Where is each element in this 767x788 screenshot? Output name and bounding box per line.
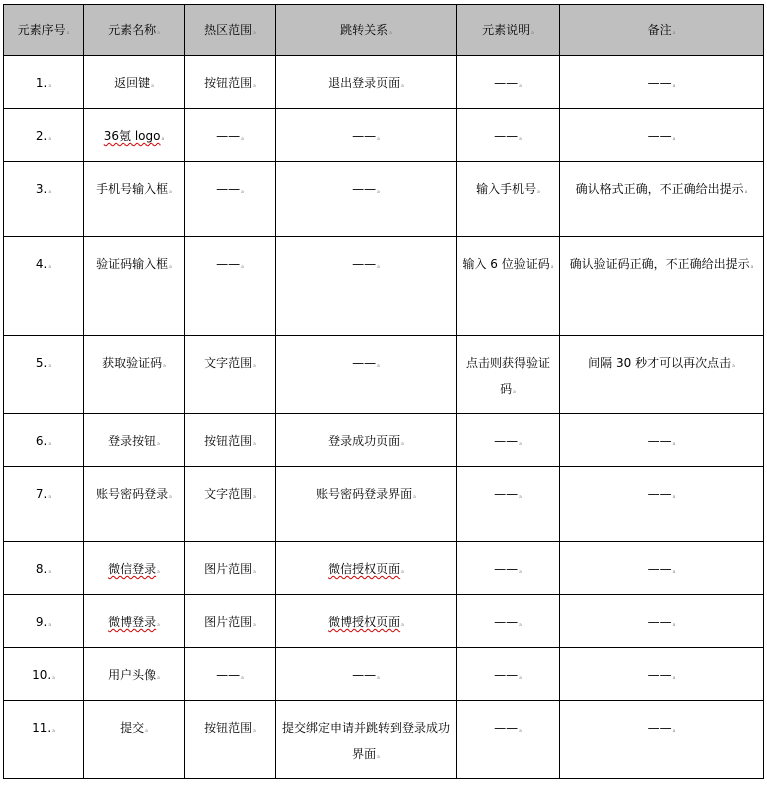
jump-cell <box>276 648 457 701</box>
paragraph-mark: ₐ <box>157 567 160 575</box>
hotspot-cell <box>185 336 276 414</box>
element-name-cell <box>84 162 185 237</box>
row-number-cell <box>4 648 84 701</box>
element-name-cell <box>84 56 185 109</box>
paragraph-mark: ₐ <box>48 81 52 89</box>
cell-text: 微信授权页面 <box>328 562 401 576</box>
hotspot-cell <box>185 701 276 779</box>
paragraph-mark: ₐ <box>52 726 55 734</box>
cell-text: 微博授权页面 <box>328 615 401 629</box>
paragraph-mark: ₐ <box>519 620 522 628</box>
note-cell <box>560 701 764 779</box>
paragraph-mark: ₐ <box>157 439 160 447</box>
paragraph-mark: ₐ <box>401 567 404 575</box>
paragraph-mark: ₐ <box>401 620 404 628</box>
cell-text: —— <box>352 182 377 196</box>
paragraph-mark: ₐ <box>52 673 55 681</box>
row-number-cell <box>4 414 84 467</box>
paragraph-mark: ₐ <box>253 567 256 575</box>
paragraph-mark: ₐ <box>253 492 256 500</box>
description-cell <box>457 648 560 701</box>
paragraph-mark: ₐ <box>519 567 522 575</box>
hotspot-cell <box>185 414 276 467</box>
note-cell <box>560 162 764 237</box>
cell-text: 获取验证码 <box>102 356 163 370</box>
paragraph-mark: ₐ <box>744 187 748 195</box>
cell-text: —— <box>647 668 672 682</box>
note-cell <box>560 109 764 162</box>
note-cell <box>560 336 764 414</box>
cell-text: —— <box>352 668 377 682</box>
cell-text: —— <box>647 562 672 576</box>
note-cell <box>560 648 764 701</box>
paragraph-mark: ₐ <box>241 187 244 195</box>
document-page <box>3 4 764 779</box>
table-row <box>4 109 764 162</box>
description-cell <box>457 109 560 162</box>
paragraph-mark: ₐ <box>672 673 676 681</box>
cell-text: 6. <box>35 434 48 448</box>
paragraph-mark: ₐ <box>672 726 676 734</box>
paragraph-mark: ₐ <box>672 439 676 447</box>
cell-text: —— <box>352 129 377 143</box>
table-row <box>4 336 764 414</box>
table-row <box>4 467 764 542</box>
hotspot-cell <box>185 237 276 336</box>
jump-cell <box>276 237 457 336</box>
paragraph-mark: ₐ <box>519 726 522 734</box>
paragraph-mark: ₐ <box>48 567 52 575</box>
header-cell: 元素说明ₐ <box>457 5 560 56</box>
cell-text: 图片范围 <box>204 615 253 629</box>
jump-cell <box>276 701 457 779</box>
hotspot-cell <box>185 648 276 701</box>
row-number-cell <box>4 701 84 779</box>
jump-cell <box>276 467 457 542</box>
row-number-cell <box>4 467 84 542</box>
cell-text: 用户头像 <box>108 668 157 682</box>
header-cell: 热区范围ₐ <box>185 5 276 56</box>
cell-text: 返回键 <box>114 76 151 90</box>
description-cell <box>457 56 560 109</box>
paragraph-mark: ₐ <box>377 187 380 195</box>
cell-text: 1. <box>35 76 48 90</box>
cell-text: —— <box>647 721 672 735</box>
cell-text: —— <box>352 356 377 370</box>
paragraph-mark: ₐ <box>401 439 404 447</box>
cell-text: 36氪 logo <box>103 129 161 143</box>
cell-text: —— <box>494 129 519 143</box>
cell-text: 9. <box>35 615 48 629</box>
note-cell <box>560 56 764 109</box>
cell-text: 按钮范围 <box>204 434 253 448</box>
cell-text: —— <box>494 562 519 576</box>
hotspot-cell <box>185 542 276 595</box>
note-cell <box>560 467 764 542</box>
paragraph-mark: ₐ <box>537 187 540 195</box>
element-name-cell <box>84 237 185 336</box>
cell-text: —— <box>494 434 519 448</box>
cell-text: —— <box>647 76 672 90</box>
table-row <box>4 701 764 779</box>
row-number-cell <box>4 162 84 237</box>
paragraph-mark: ₐ <box>672 567 676 575</box>
table-row <box>4 162 764 237</box>
cell-text: 输入 6 位验证码 <box>462 257 550 271</box>
cell-text: —— <box>216 129 241 143</box>
cell-text: —— <box>494 615 519 629</box>
table-header-row <box>4 5 764 56</box>
cell-text: 11. <box>32 721 52 735</box>
element-name-cell <box>84 542 185 595</box>
paragraph-mark: ₐ <box>253 726 256 734</box>
paragraph-mark: ₐ <box>163 361 166 369</box>
hotspot-cell <box>185 467 276 542</box>
paragraph-mark: ₐ <box>48 262 52 270</box>
paragraph-mark: ₐ <box>377 673 380 681</box>
cell-text: 2. <box>35 129 48 143</box>
paragraph-mark: ₐ <box>519 81 522 89</box>
table-row <box>4 648 764 701</box>
note-cell <box>560 414 764 467</box>
cell-text: —— <box>216 668 241 682</box>
cell-text: 登录成功页面 <box>328 434 401 448</box>
cell-text: 10. <box>32 668 52 682</box>
paragraph-mark: ₐ <box>157 620 160 628</box>
cell-text: 8. <box>35 562 48 576</box>
header-cell: 元素名称ₐ <box>84 5 185 56</box>
header-cell: 元素序号ₐ <box>4 5 84 56</box>
cell-text: —— <box>352 257 377 271</box>
paragraph-mark: ₐ <box>377 752 380 760</box>
paragraph-mark: ₐ <box>519 134 522 142</box>
description-cell <box>457 595 560 648</box>
paragraph-mark: ₐ <box>241 134 244 142</box>
paragraph-mark: ₐ <box>48 620 52 628</box>
jump-cell <box>276 56 457 109</box>
paragraph-mark: ₐ <box>145 726 148 734</box>
paragraph-mark: ₐ <box>253 439 256 447</box>
jump-cell <box>276 414 457 467</box>
cell-text: 提交绑定申请并跳转到登录成功界面 <box>281 721 450 761</box>
cell-text: —— <box>647 129 672 143</box>
note-cell <box>560 237 764 336</box>
paragraph-mark: ₐ <box>157 673 160 681</box>
paragraph-mark: ₐ <box>151 81 154 89</box>
paragraph-mark: ₐ <box>413 492 416 500</box>
description-cell <box>457 237 560 336</box>
element-name-cell <box>84 467 185 542</box>
cell-text: 7. <box>35 487 48 501</box>
paragraph-mark: ₐ <box>169 492 172 500</box>
paragraph-mark: ₐ <box>253 361 256 369</box>
paragraph-mark: ₐ <box>513 387 516 395</box>
paragraph-mark: ₐ <box>519 492 522 500</box>
hotspot-cell <box>185 109 276 162</box>
description-cell <box>457 542 560 595</box>
cell-text: 微信登录 <box>108 562 157 576</box>
row-number-cell <box>4 542 84 595</box>
paragraph-mark: ₐ <box>48 187 52 195</box>
cell-text: —— <box>494 721 519 735</box>
cell-text: 文字范围 <box>204 356 253 370</box>
paragraph-mark: ₐ <box>672 620 676 628</box>
cell-text: 间隔 30 秒才可以再次点击 <box>588 356 732 370</box>
cell-text: —— <box>494 487 519 501</box>
table-row <box>4 237 764 336</box>
jump-cell <box>276 595 457 648</box>
paragraph-mark: ₐ <box>377 262 380 270</box>
cell-text: 5. <box>35 356 48 370</box>
cell-text: —— <box>647 434 672 448</box>
description-cell <box>457 467 560 542</box>
paragraph-mark: ₐ <box>519 673 522 681</box>
cell-text: —— <box>647 487 672 501</box>
paragraph-mark: ₐ <box>48 492 52 500</box>
cell-text: 文字范围 <box>204 487 253 501</box>
cell-text: 登录按钮 <box>108 434 157 448</box>
paragraph-mark: ₐ <box>672 81 676 89</box>
paragraph-mark: ₐ <box>241 673 244 681</box>
cell-text: 4. <box>35 257 48 271</box>
element-name-cell <box>84 109 185 162</box>
element-name-cell <box>84 414 185 467</box>
paragraph-mark: ₐ <box>672 134 676 142</box>
paragraph-mark: ₐ <box>377 361 380 369</box>
hotspot-cell <box>185 595 276 648</box>
paragraph-mark: ₐ <box>750 262 754 270</box>
cell-text: —— <box>216 182 241 196</box>
cell-text: 按钮范围 <box>204 721 253 735</box>
cell-text: 3. <box>35 182 48 196</box>
row-number-cell <box>4 595 84 648</box>
cell-text: 账号密码登录 <box>96 487 169 501</box>
jump-cell <box>276 162 457 237</box>
cell-text: 手机号输入框 <box>96 182 169 196</box>
cell-text: 微博登录 <box>108 615 157 629</box>
cell-text: 确认格式正确，不正确给出提示 <box>575 182 744 196</box>
row-number-cell <box>4 109 84 162</box>
paragraph-mark: ₐ <box>732 361 735 369</box>
description-cell <box>457 336 560 414</box>
header-cell: 备注ₐ <box>560 5 764 56</box>
row-number-cell <box>4 56 84 109</box>
paragraph-mark: ₐ <box>550 262 554 270</box>
paragraph-mark: ₐ <box>241 262 244 270</box>
table-row <box>4 542 764 595</box>
row-number-cell <box>4 237 84 336</box>
paragraph-mark: ₐ <box>169 187 172 195</box>
note-cell <box>560 542 764 595</box>
paragraph-mark: ₐ <box>48 361 52 369</box>
cell-text: 账号密码登录界面 <box>316 487 413 501</box>
jump-cell <box>276 109 457 162</box>
cell-text: 点击则获得验证码 <box>465 356 550 396</box>
hotspot-cell <box>185 162 276 237</box>
cell-text: —— <box>216 257 241 271</box>
element-name-cell <box>84 595 185 648</box>
description-cell <box>457 162 560 237</box>
cell-text: 图片范围 <box>204 562 253 576</box>
hotspot-cell <box>185 56 276 109</box>
table-row <box>4 414 764 467</box>
element-name-cell <box>84 701 185 779</box>
cell-text: 验证码输入框 <box>96 257 169 271</box>
table-row <box>4 595 764 648</box>
cell-text: —— <box>494 668 519 682</box>
paragraph-mark: ₐ <box>401 81 404 89</box>
paragraph-mark: ₐ <box>161 134 165 142</box>
cell-text: 输入手机号 <box>476 182 537 196</box>
cell-text: 退出登录页面 <box>328 76 401 90</box>
element-spec-table <box>3 4 764 779</box>
paragraph-mark: ₐ <box>48 134 52 142</box>
paragraph-mark: ₐ <box>377 134 380 142</box>
paragraph-mark: ₐ <box>48 439 52 447</box>
paragraph-mark: ₐ <box>519 439 522 447</box>
table-row <box>4 56 764 109</box>
cell-text: 提交 <box>120 721 145 735</box>
element-name-cell <box>84 648 185 701</box>
row-number-cell <box>4 336 84 414</box>
paragraph-mark: ₐ <box>169 262 172 270</box>
jump-cell <box>276 542 457 595</box>
cell-text: —— <box>647 615 672 629</box>
header-cell: 跳转关系ₐ <box>276 5 457 56</box>
description-cell <box>457 414 560 467</box>
jump-cell <box>276 336 457 414</box>
element-name-cell <box>84 336 185 414</box>
paragraph-mark: ₐ <box>253 620 256 628</box>
note-cell <box>560 595 764 648</box>
description-cell <box>457 701 560 779</box>
paragraph-mark: ₐ <box>672 492 676 500</box>
cell-text: 确认验证码正确，不正确给出提示 <box>569 257 750 271</box>
cell-text: 按钮范围 <box>204 76 253 90</box>
cell-text: —— <box>494 76 519 90</box>
paragraph-mark: ₐ <box>253 81 256 89</box>
